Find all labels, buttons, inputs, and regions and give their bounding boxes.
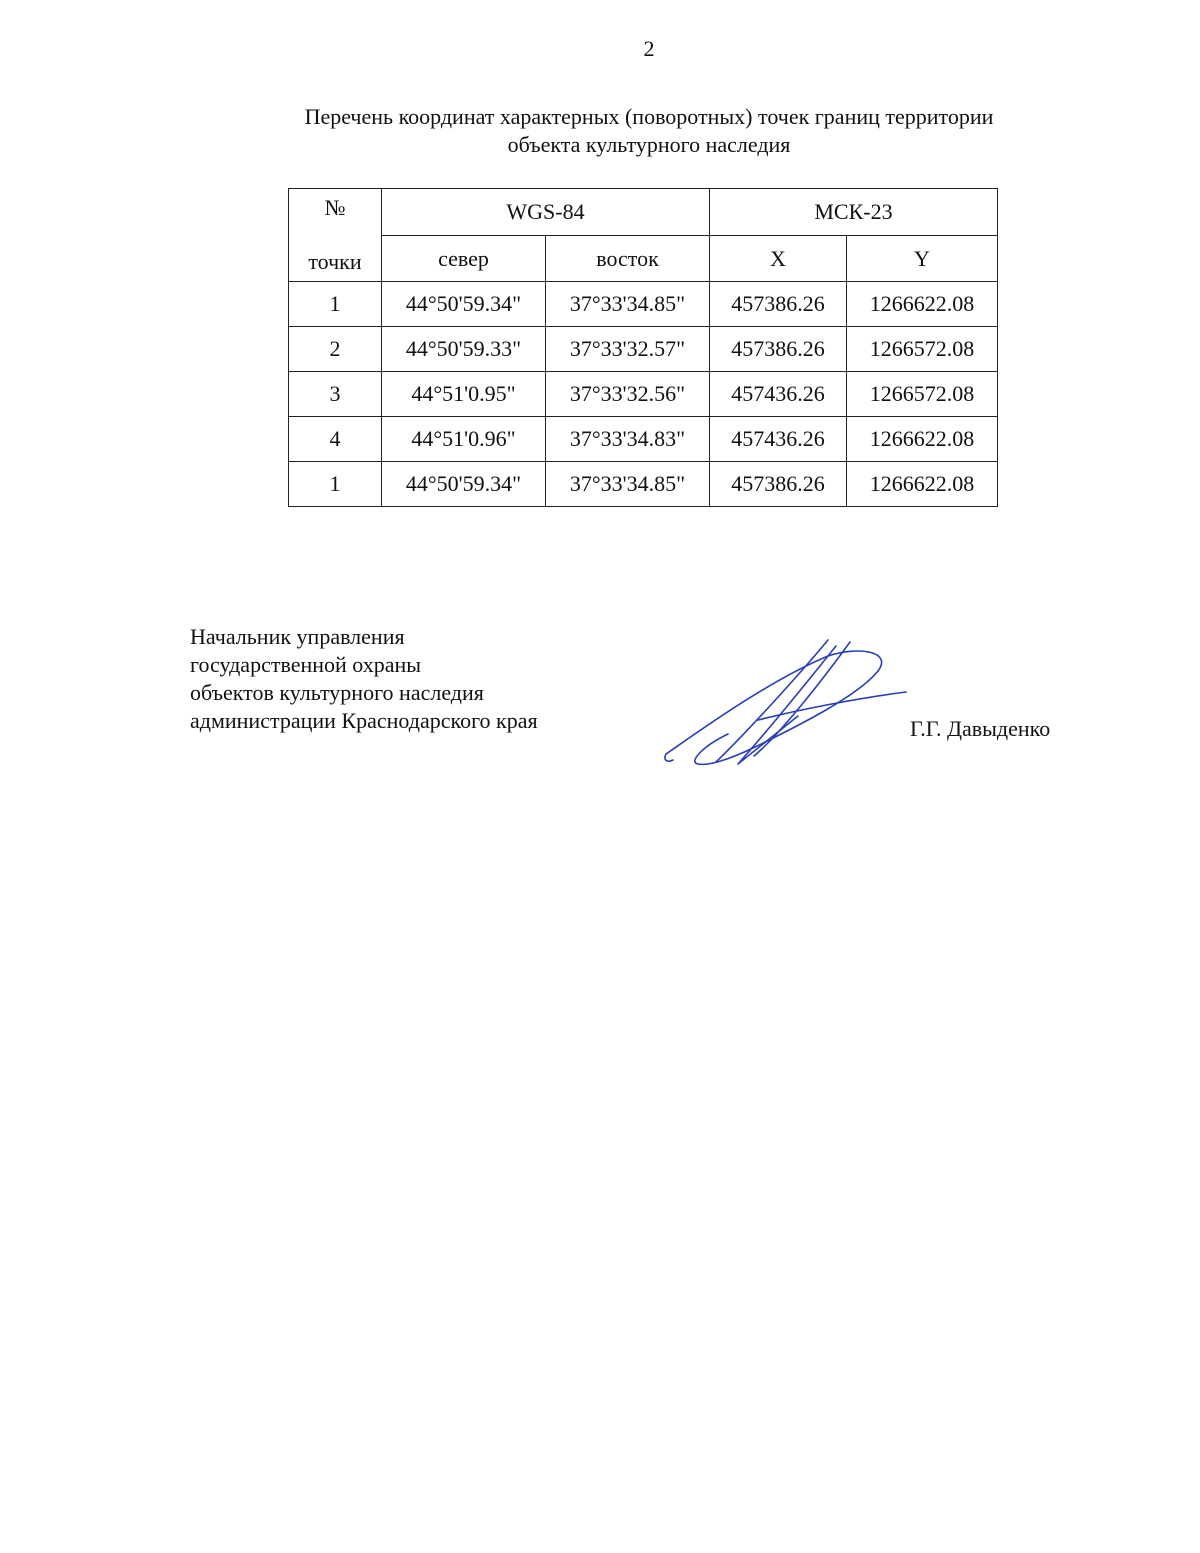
cell-y: 1266622.08 xyxy=(847,462,998,507)
header-north: север xyxy=(382,236,546,282)
cell-north: 44°50'59.33" xyxy=(382,327,546,372)
header-no-label: № xyxy=(324,195,346,220)
cell-east: 37°33'34.85" xyxy=(546,282,710,327)
cell-east: 37°33'32.57" xyxy=(546,327,710,372)
header-wgs84: WGS-84 xyxy=(382,189,710,236)
cell-east: 37°33'32.56" xyxy=(546,372,710,417)
cell-point-no: 2 xyxy=(289,327,382,372)
cell-point-no: 1 xyxy=(289,282,382,327)
cell-y: 1266622.08 xyxy=(847,282,998,327)
table-row xyxy=(289,462,998,507)
table-row xyxy=(289,327,998,372)
cell-y: 1266572.08 xyxy=(847,327,998,372)
cell-point-no: 3 xyxy=(289,372,382,417)
title-line-2: объекта культурного наследия xyxy=(507,132,791,157)
cell-y: 1266572.08 xyxy=(847,372,998,417)
table-row xyxy=(289,372,998,417)
table-row xyxy=(289,417,998,462)
position-line-3: объектов культурного наследия xyxy=(190,680,484,705)
header-point-number xyxy=(289,189,382,282)
cell-east: 37°33'34.85" xyxy=(546,462,710,507)
header-east: восток xyxy=(546,236,710,282)
document-title xyxy=(160,103,1138,159)
cell-x: 457436.26 xyxy=(710,417,847,462)
cell-x: 457386.26 xyxy=(710,282,847,327)
cell-y: 1266622.08 xyxy=(847,417,998,462)
cell-north: 44°50'59.34" xyxy=(382,462,546,507)
header-y: Y xyxy=(847,236,998,282)
cell-x: 457386.26 xyxy=(710,462,847,507)
cell-east: 37°33'34.83" xyxy=(546,417,710,462)
cell-north: 44°51'0.95" xyxy=(382,372,546,417)
signatory-position xyxy=(190,623,538,735)
table-row xyxy=(289,282,998,327)
header-x: X xyxy=(710,236,847,282)
header-msk23: МСК-23 xyxy=(710,189,998,236)
cell-x: 457386.26 xyxy=(710,327,847,372)
cell-north: 44°51'0.96" xyxy=(382,417,546,462)
coordinates-table xyxy=(288,188,998,507)
position-line-1: Начальник управления xyxy=(190,624,405,649)
title-line-1: Перечень координат характерных (поворотных) точек границ территории xyxy=(304,104,994,129)
page-number: 2 xyxy=(643,36,655,61)
cell-point-no: 1 xyxy=(289,462,382,507)
position-line-2: государственной охраны xyxy=(190,652,422,677)
cell-x: 457436.26 xyxy=(710,372,847,417)
handwritten-signature xyxy=(658,636,908,786)
cell-point-no: 4 xyxy=(289,417,382,462)
signatory-name: Г.Г. Давыденко xyxy=(910,716,1051,741)
header-no-sublabel: точки xyxy=(308,249,362,274)
cell-north: 44°50'59.34" xyxy=(382,282,546,327)
position-line-4: администрации Краснодарского края xyxy=(190,708,538,733)
